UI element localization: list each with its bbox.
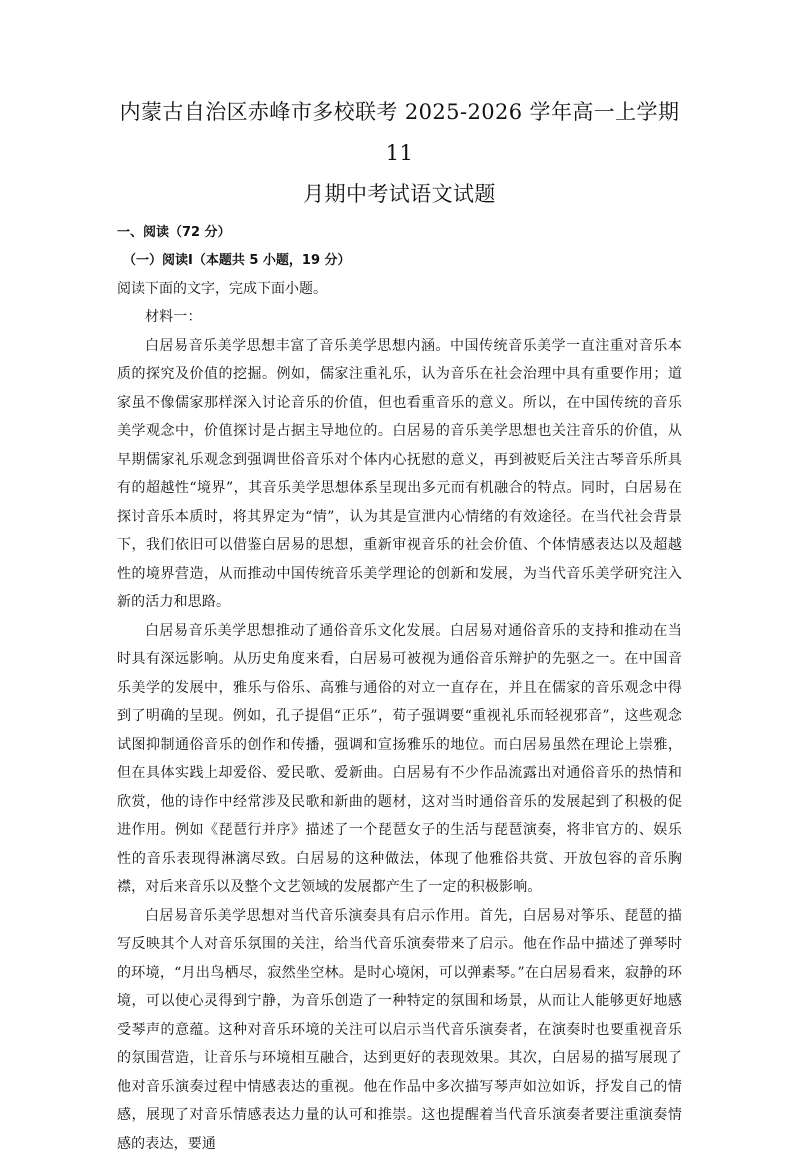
subsection-heading: （一）阅读Ⅰ（本题共 5 小题，19 分）	[117, 247, 682, 275]
reading-instruction: 阅读下面的文字，完成下面小题。	[117, 275, 682, 303]
title-line-2: 月期中考试语文试题	[117, 174, 682, 215]
paragraph-3: 白居易音乐美学思想对当代音乐演奏具有启示作用。首先，白居易对筝乐、琵琶的描写反映其个人对音乐氛围的关注，给当代音乐演奏带来了启示。他在作品中描述了弹琴时的环境，“月出鸟栖尽，寂然坐空林。是时心境闲，可以弹素琴。”在白居易看来，寂静的环境，可以使心灵得到宁静，为音乐创造了一种特定的氛围和场景，从而让人能够更好地感受琴声的意蕴。这种对音乐环境的关注可以启示当代音乐演奏者，在演奏时也要重视音乐的氛围营造，让音乐与环境相互融合，达到更好的表现效果。其次，白居易的描写展现了他对音乐演奏过程中情感表达的重视。他在作品中多次描写琴声如泣如诉，抒发自己的情感，展现了对音乐情感表达力量的认可和推崇。这也提醒着当代音乐演奏者要注重演奏情感的表达，要通	[117, 902, 682, 1158]
paragraph-2: 白居易音乐美学思想推动了通俗音乐文化发展。白居易对通俗音乐的支持和推动在当时具有深远影响。从历史角度来看，白居易可被视为通俗音乐辩护的先驱之一。在中国音乐美学的发展中，雅乐与俗乐、高雅与通俗的对立一直存在，并且在儒家的音乐观念中得到了明确的呈现。例如，孔子提倡“正乐”，荀子强调要“重视礼乐而轻视邪音”，这些观念试图抑制通俗音乐的创作和传播，强调和宣扬雅乐的地位。而白居易虽然在理论上崇雅，但在具体实践上却爱俗、爱民歌、爱新曲。白居易有不少作品流露出对通俗音乐的热情和欣赏，他的诗作中经常涉及民歌和新曲的题材，这对当时通俗音乐的发展起到了积极的促进作用。例如《琵琶行并序》描述了一个琵琶女子的生活与琵琶演奏，将非官方的、娱乐性的音乐表现得淋漓尽致。白居易的这种做法，体现了他雅俗共赏、开放包容的音乐胸襟，对后来音乐以及整个文艺领域的发展都产生了一定的积极影响。	[117, 617, 682, 902]
section-heading: 一、阅读（72 分）	[117, 219, 682, 247]
title-line-1: 内蒙古自治区赤峰市多校联考 2025-2026 学年高一上学期 11	[117, 92, 682, 174]
paragraph-1: 白居易音乐美学思想丰富了音乐美学思想内涵。中国传统音乐美学一直注重对音乐本质的探究及价值的挖掘。例如，儒家注重礼乐，认为音乐在社会治理中具有重要作用；道家虽不像儒家那样深入讨论音乐的价值，但也看重音乐的意义。所以，在中国传统的音乐美学观念中，价值探讨是占据主导地位的。白居易的音乐美学思想也关注音乐的价值，从早期儒家礼乐观念到强调世俗音乐对个体内心抚慰的意义，再到被贬后关注古琴音乐所具有的超越性“境界”，其音乐美学思想体系呈现出多元而有机融合的特点。同时，白居易在探讨音乐本质时，将其界定为“情”，认为其是宣泄内心情绪的有效途径。在当代社会背景下，我们依旧可以借鉴白居易的思想，重新审视音乐的社会价值、个体情感表达以及超越性的境界营造，从而推动中国传统音乐美学理论的创新和发展，为当代音乐美学研究注入新的活力和思路。	[117, 332, 682, 617]
document-title	[117, 92, 682, 215]
material-label: 材料一：	[117, 303, 682, 332]
